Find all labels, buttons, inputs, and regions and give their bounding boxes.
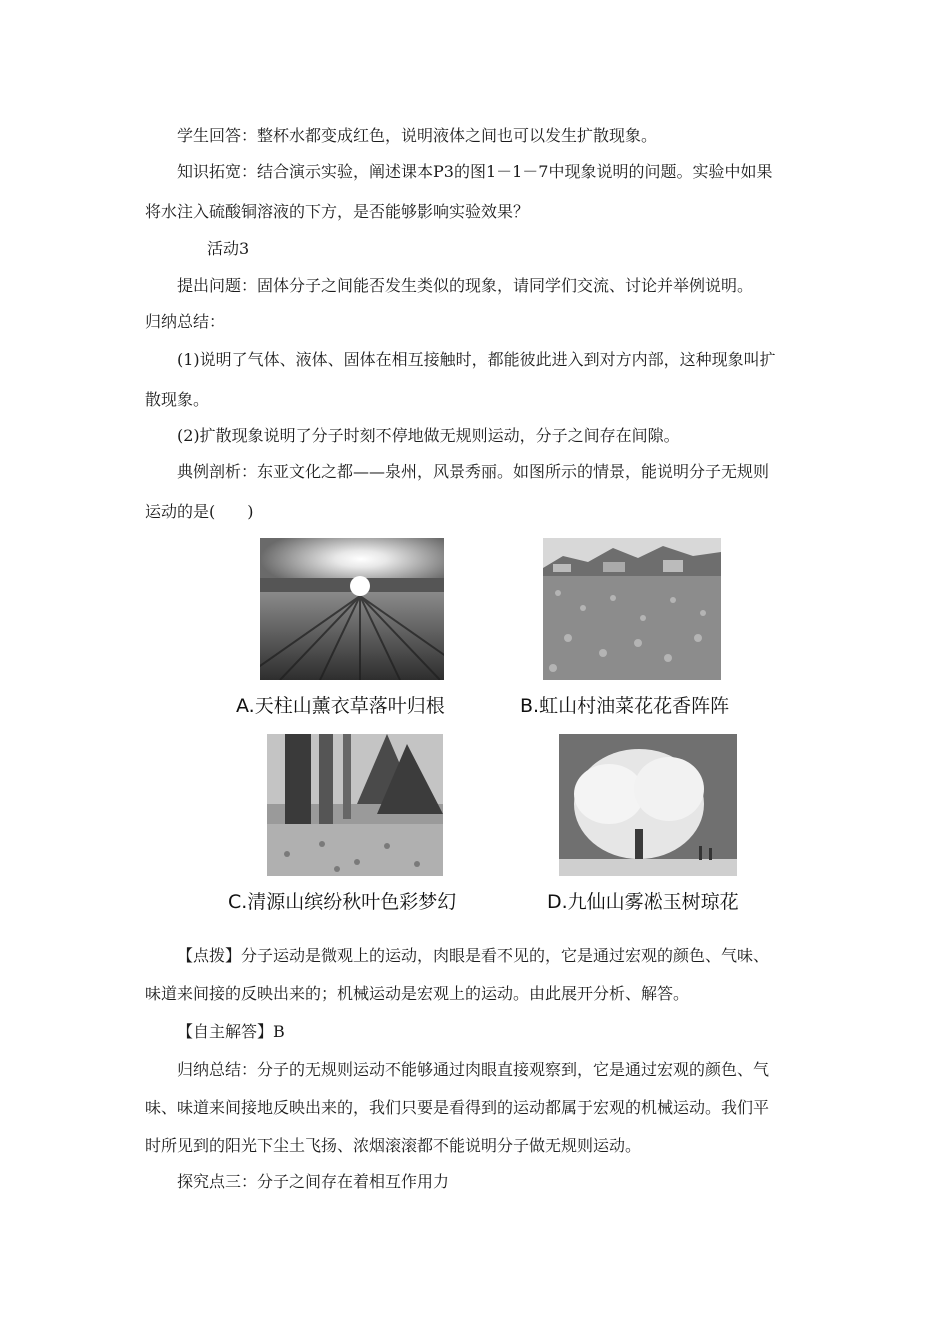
paragraph-summary2-line1: 归纳总结：分子的无规则运动不能够通过肉眼直接观察到，它是通过宏观的颜色、气 [177, 1060, 770, 1079]
paragraph-summary2-line2: 味、味道来间接地反映出来的，我们只要是看得到的运动都属于宏观的机械运动。我们平 [145, 1098, 770, 1117]
paragraph-hint-line2: 味道来间接的反映出来的；机械运动是宏观上的运动。由此展开分析、解答。 [145, 984, 690, 1003]
paragraph-extension-line1: 知识拓宽：结合演示实验，阐述课本P3的图1－1－7中现象说明的问题。实验中如果 [177, 162, 773, 181]
option-d-caption: D.九仙山雾凇玉树琼花 [547, 891, 739, 913]
paragraph-point1-line1: (1)说明了气体、液体、固体在相互接触时，都能彼此进入到对方内部，这种现象叫扩 [177, 350, 776, 369]
photo-rapeseed-field [543, 538, 721, 680]
paragraph-example-line1: 典例剖析：东亚文化之都——泉州，风景秀丽。如图所示的情景，能说明分子无规则 [177, 462, 770, 481]
photo-autumn-forest [267, 734, 443, 876]
option-a-caption: A.天柱山薰衣草落叶归根 [236, 695, 445, 717]
paragraph-hint-line1: 【点拨】分子运动是微观上的运动，肉眼是看不见的，它是通过宏观的颜色、气味、 [177, 946, 770, 965]
paragraph-summary-label: 归纳总结： [145, 312, 226, 331]
option-c-caption: C.清源山缤纷秋叶色彩梦幻 [228, 891, 457, 913]
paragraph-extension-line2: 将水注入硫酸铜溶液的下方，是否能够影响实验效果？ [145, 202, 530, 221]
photo-rime-tree [559, 734, 737, 876]
heading-activity3: 活动3 [207, 239, 250, 258]
paragraph-point1-line2: 散现象。 [145, 390, 210, 409]
photo-lavender-field [260, 538, 444, 680]
paragraph-answer: 【自主解答】B [177, 1022, 285, 1041]
paragraph-student-answer: 学生回答：整杯水都变成红色，说明液体之间也可以发生扩散现象。 [177, 126, 658, 145]
paragraph-summary2-line3: 时所见到的阳光下尘土飞扬、浓烟滚滚都不能说明分子做无规则运动。 [145, 1136, 642, 1155]
paragraph-question: 提出问题：固体分子之间能否发生类似的现象，请同学们交流、讨论并举例说明。 [177, 276, 754, 295]
paragraph-point2: (2)扩散现象说明了分子时刻不停地做无规则运动，分子之间存在间隙。 [177, 426, 680, 445]
paragraph-explore3: 探究点三：分子之间存在着相互作用力 [177, 1172, 450, 1191]
paragraph-example-line2: 运动的是( ) [145, 502, 254, 521]
option-b-caption: B.虹山村油菜花花香阵阵 [520, 695, 730, 717]
